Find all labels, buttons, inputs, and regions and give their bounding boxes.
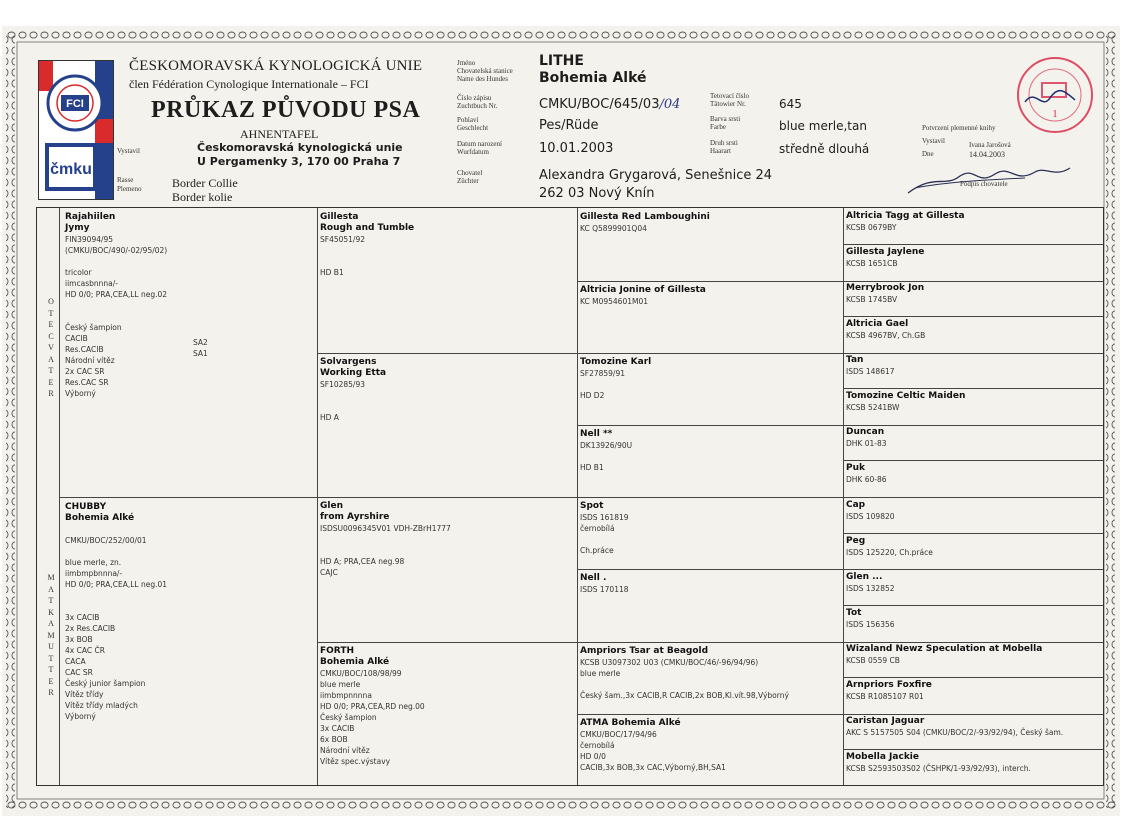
dog-name: Jymy — [65, 223, 90, 233]
dog-detail: KC M0954601M01 — [580, 297, 649, 306]
dog-detail: Vítěz třídy — [65, 690, 104, 699]
dog-detail — [320, 401, 572, 412]
grid-line — [843, 388, 1103, 389]
dog-detail — [580, 534, 838, 545]
dog-detail: HD 0/0 — [580, 752, 606, 761]
dog-detail: KCSB 0679BY — [846, 223, 897, 232]
reg-label: Číslo zápisu Zuchtbuch Nr. — [457, 94, 498, 110]
dog-detail: blue merle, zn. — [65, 558, 122, 567]
color-label: Barva srsti Farbe — [710, 115, 741, 131]
issued-by-label: Vystavil — [117, 147, 140, 155]
dog-detail — [580, 379, 838, 390]
breed-label-2: Plemeno — [117, 185, 142, 193]
dog-name: Rajahiilen — [65, 212, 116, 222]
grandparent-cell — [320, 501, 572, 578]
dog-detail: KCSB 0559 CB — [846, 656, 900, 665]
dog-name: Tan — [846, 355, 864, 365]
dog-name: Ampriors Tsar at Beagold — [580, 646, 709, 656]
dog-name: ATMA Bohemia Alké — [580, 718, 681, 728]
dog-detail: 6x BOB — [320, 735, 348, 744]
dog-detail: černobílá — [580, 524, 615, 533]
dog-detail — [65, 300, 310, 311]
dog-detail: Res.CACIB — [65, 345, 104, 354]
grandparent-cell — [320, 646, 572, 767]
dog-name: Tot — [846, 608, 862, 618]
side-letter: T — [48, 366, 54, 375]
dog-detail: FIN39094/95 — [65, 235, 114, 244]
dog-detail: Český šampion — [320, 713, 377, 722]
sex-value: Pes/Rüde — [539, 118, 599, 133]
breeder-line-2: 262 03 Nový Knín — [539, 186, 655, 201]
grid-line — [843, 316, 1103, 317]
dog-detail: Český šampion — [65, 323, 122, 332]
dog-detail: ISDS 170118 — [580, 585, 629, 594]
dog-detail: HD A; PRA,CEA neg.98 — [320, 557, 405, 566]
color-value: blue merle,tan — [779, 119, 867, 133]
dog-name: Glen — [320, 501, 343, 511]
dog-detail: CACIB — [65, 334, 88, 343]
dog-detail: CACA — [65, 657, 86, 666]
dog-name: Gillesta — [320, 212, 359, 222]
dog-detail: CAC SR — [65, 668, 93, 677]
great-grandparent-cell — [580, 212, 838, 234]
dog-detail: 2x Res.CACIB — [65, 624, 116, 633]
great-great-grandparent-cell — [846, 355, 1098, 377]
dog-name: Working Etta — [320, 368, 387, 378]
coat-value: středně dlouhá — [779, 142, 870, 156]
dog-detail: AKC S 5157505 S04 (CMKU/BOC/2/-93/92/94), Český šam. — [846, 728, 1064, 737]
dog-name: Merrybrook Jon — [846, 283, 925, 293]
dog-detail: iimcasbnnna/- — [65, 279, 118, 288]
breeder-label: Chovatel Züchter — [457, 169, 483, 185]
registrar-signature — [1020, 80, 1080, 120]
great-great-grandparent-cell — [846, 283, 1098, 305]
dog-detail: HD 0/0; PRA,CEA,LL neg.02 — [65, 290, 168, 299]
great-grandparent-cell — [580, 357, 838, 401]
dog-detail: SF10285/93 — [320, 380, 366, 389]
dog-name: Bohemia Alké — [320, 657, 390, 667]
dog-detail: blue merle — [580, 669, 621, 678]
side-letter: M — [47, 573, 55, 582]
dog-detail: HD B1 — [320, 268, 344, 277]
dog-detail: SF45051/92 — [320, 235, 366, 244]
side-letter: K — [48, 607, 54, 617]
dog-name: Nell . — [580, 573, 607, 583]
side-letter: T — [48, 596, 54, 605]
grid-line — [577, 714, 1103, 715]
dog-detail: KCSB S2593503S02 (ČSHPK/1-93/92/93), interch. — [846, 764, 1031, 773]
issuer-name: Českomoravská kynologická unie — [197, 141, 403, 154]
dog-detail: CACIB,3x BOB,3x CAC,Výborný,BH,SA1 — [580, 763, 726, 772]
side-letter: A — [48, 619, 54, 628]
dog-name: Spot — [580, 501, 604, 511]
grandparent-cell — [320, 212, 572, 278]
great-grandparent-cell — [580, 285, 838, 307]
dog-detail — [580, 679, 838, 690]
dam-cell — [65, 502, 310, 722]
dog-detail — [65, 524, 310, 535]
dog-name-2: Bohemia Alké — [539, 70, 647, 86]
great-great-grandparent-cell — [846, 608, 1098, 630]
great-great-grandparent-cell — [846, 211, 1098, 233]
dog-name: Altricia Gael — [846, 319, 909, 329]
great-grandparent-cell — [580, 573, 838, 595]
dog-detail — [65, 601, 310, 612]
dog-detail: CMKU/BOC/252/00/01 — [65, 536, 147, 545]
breed-label-1: Rasse — [117, 176, 134, 184]
dog-name: Glen ... — [846, 572, 883, 582]
grid-line — [577, 281, 1103, 282]
dog-name-label: Jméno Chovatelská stanice Name des Hundes — [457, 59, 513, 83]
dog-detail: iimbmpbnnna/- — [65, 569, 123, 578]
great-great-grandparent-cell — [846, 391, 1098, 413]
great-great-grandparent-cell — [846, 536, 1098, 558]
dog-detail: CAJC — [320, 568, 338, 577]
dog-name: Tomozine Celtic Maiden — [846, 391, 966, 401]
dog-detail: Český šam.,3x CACIB,R CACIB,2x BOB,Kl.vít.98,Výborný — [580, 691, 789, 700]
reg-number: CMKU/BOC/645/03/04 — [539, 97, 681, 112]
grid-line — [577, 425, 1103, 426]
dog-detail: Vítěz třídy mladých — [65, 701, 138, 710]
tattoo-label: Tetovací číslo Tätowier Nr. — [710, 92, 749, 108]
dog-detail: 3x CACIB — [320, 724, 355, 733]
grid-line — [843, 677, 1103, 678]
breeder-line-1: Alexandra Grygarová, Senešnice 24 — [539, 168, 773, 183]
dog-detail: ISDS 161819 — [580, 513, 629, 522]
breeder-signature — [905, 158, 1075, 198]
logo-cmku-text: čmku — [50, 161, 92, 178]
dog-detail: KCSB 4967BV, Ch.GB — [846, 331, 926, 340]
great-grandparent-cell — [580, 646, 838, 701]
show-title: SA2 — [193, 338, 208, 347]
dog-detail: HD 0/0; PRA,CEA,RD neg.00 — [320, 702, 425, 711]
breed-name-1: Border Collie — [172, 176, 238, 190]
show-title: SA1 — [193, 349, 208, 358]
studbook-confirm-title: Potvrzení plemenné knihy — [922, 124, 996, 132]
logo-fci-text: FCI — [66, 98, 84, 110]
grid-line — [317, 642, 1103, 643]
grid-line — [843, 605, 1103, 606]
dog-detail: černobílá — [580, 741, 615, 750]
dog-name: Puk — [846, 463, 865, 473]
dog-name: Mobella Jackie — [846, 752, 919, 762]
dog-name: Altricia Tagg at Gillesta — [846, 211, 965, 221]
dog-detail: HD B1 — [580, 463, 604, 472]
breeder-signature-label: Podpis chovatele — [960, 180, 1008, 188]
dog-detail — [320, 534, 572, 545]
side-letter: R — [48, 688, 54, 697]
great-great-grandparent-cell — [846, 752, 1098, 774]
great-great-grandparent-cell — [846, 572, 1098, 594]
grid-line — [843, 533, 1103, 534]
dog-detail: DHK 60-86 — [846, 475, 887, 484]
confirm-issued-value: Ivana Jarošová — [969, 141, 1011, 149]
mother-side-label — [46, 572, 56, 699]
dog-detail — [65, 256, 310, 267]
dog-detail: Výborný — [65, 712, 96, 721]
coat-label: Druh srsti Haarart — [710, 139, 738, 155]
dog-detail: Ch.práce — [580, 546, 614, 555]
dog-detail: KCSB R1085107 R01 — [846, 692, 924, 701]
dog-detail — [65, 590, 310, 601]
tattoo-value: 645 — [779, 97, 802, 111]
side-letter: E — [48, 377, 54, 387]
dog-detail: tricolor — [65, 268, 92, 277]
dog-name: Wizaland Newz Speculation at Mobella — [846, 644, 1043, 654]
father-side-label — [46, 296, 56, 400]
dog-detail: iimbmpnnnna — [320, 691, 372, 700]
grid-line — [843, 244, 1103, 245]
dog-name: Peg — [846, 536, 866, 546]
dog-detail: CMKU/BOC/108/98/99 — [320, 669, 402, 678]
dog-detail — [320, 390, 572, 401]
dob-value: 10.01.2003 — [539, 141, 614, 156]
great-great-grandparent-cell — [846, 427, 1098, 449]
dog-detail: KCSB 1745BV — [846, 295, 898, 304]
dog-name-1: LITHE — [539, 53, 584, 69]
dog-detail: 2x CAC SR — [65, 367, 105, 376]
side-letter: O — [48, 297, 54, 306]
dog-detail: KC Q5899901Q04 — [580, 224, 647, 233]
breed-name-2: Border kolie — [172, 190, 233, 204]
dog-detail: ISDS 125220, Ch.práce — [846, 548, 933, 557]
stamp-number: 1 — [1052, 108, 1058, 120]
dog-name: Nell ** — [580, 429, 613, 439]
grid-line — [577, 569, 1103, 570]
document-title: PRŮKAZ PŮVODU PSA — [151, 97, 421, 123]
great-great-grandparent-cell — [846, 463, 1098, 485]
grid-line — [843, 460, 1103, 461]
dog-detail: KCSB U3097302 U03 (CMKU/BOC/46/-96/94/96) — [580, 658, 759, 667]
sex-label: Pohlaví Geschlecht — [457, 116, 489, 132]
dog-name: Gillesta Jaylene — [846, 247, 925, 257]
side-letter: A — [48, 584, 54, 594]
side-letter: T — [48, 308, 54, 318]
dog-name: FORTH — [320, 646, 354, 656]
great-great-grandparent-cell — [846, 680, 1098, 702]
great-great-grandparent-cell — [846, 247, 1098, 269]
dog-name: from Ayrshire — [320, 512, 390, 522]
dog-name: Arnpriors Foxfire — [846, 680, 932, 690]
grandparent-cell — [320, 357, 572, 423]
dog-detail: SF27859/91 — [580, 369, 626, 378]
dog-detail: HD 0/0; PRA,CEA,LL neg.01 — [65, 580, 168, 589]
side-letter: R — [48, 389, 54, 398]
dog-detail: Vítěz spec.výstavy — [320, 757, 391, 766]
side-letter: V — [48, 343, 54, 352]
dog-detail — [580, 451, 838, 462]
dog-detail — [65, 546, 310, 557]
dog-detail: KCSB 1651CB — [846, 259, 898, 268]
dog-detail: ISDS 148617 — [846, 367, 895, 376]
fci-cmku-logo — [38, 60, 114, 200]
issuer-address: U Pergamenky 3, 170 00 Praha 7 — [197, 155, 401, 168]
great-great-grandparent-cell — [846, 319, 1098, 341]
dog-detail: (CMKU/BOC/490/-02/95/02) — [65, 246, 168, 255]
dog-detail: DHK 01-83 — [846, 439, 887, 448]
dog-detail — [65, 311, 310, 322]
dog-name: Gillesta Red Lamboughini — [580, 212, 710, 222]
dog-detail: Národní vítěz — [320, 746, 370, 755]
dog-detail — [320, 545, 572, 556]
dog-name: Bohemia Alké — [65, 513, 135, 523]
dob-label: Datum narození Wurfdatum — [457, 140, 502, 156]
dog-detail: Český junior šampion — [65, 679, 146, 688]
document-subtitle: AHNENTAFEL — [240, 127, 319, 141]
org-name: ČESKOMORAVSKÁ KYNOLOGICKÁ UNIE — [129, 58, 423, 74]
great-great-grandparent-cell — [846, 644, 1098, 666]
dog-detail: Res.CAC SR — [65, 378, 109, 387]
dog-name: Altricia Jonine of Gillesta — [580, 285, 706, 295]
dog-detail: ISDS 132852 — [846, 584, 895, 593]
dog-detail: Výborný — [65, 389, 96, 398]
dog-name: Solvargens — [320, 357, 377, 367]
dog-detail: blue merle — [320, 680, 361, 689]
dog-detail: 3x CACIB — [65, 613, 100, 622]
side-letter: E — [48, 676, 54, 686]
sire-cell — [65, 212, 310, 399]
fci-membership: člen Fédération Cynologique Internationale – FCI — [129, 77, 369, 91]
dog-detail — [320, 245, 572, 256]
side-letter: U — [48, 642, 54, 651]
confirm-date-label: Dne — [922, 150, 934, 158]
dog-detail: Národní vítěz — [65, 356, 115, 365]
dog-detail: 3x BOB — [65, 635, 93, 644]
dog-name: Caristan Jaguar — [846, 716, 925, 726]
dog-name: Rough and Tumble — [320, 223, 415, 233]
dog-detail: ISDSU0096345V01 VDH-ZBrH1777 — [320, 524, 451, 533]
great-great-grandparent-cell — [846, 500, 1098, 522]
side-letter: T — [48, 653, 54, 663]
great-grandparent-cell — [580, 718, 838, 773]
confirm-issued-label: Vystavil — [922, 137, 945, 145]
dog-detail: 4x CAC ČR — [65, 646, 105, 655]
dog-name: Tomozine Karl — [580, 357, 652, 367]
confirm-date-value: 14.04.2003 — [969, 150, 1005, 159]
dog-name: CHUBBY — [65, 502, 107, 512]
dog-detail: CMKU/BOC/17/94/96 — [580, 730, 657, 739]
grid-line — [317, 353, 1103, 354]
grid-line — [843, 749, 1103, 750]
side-letter: T — [48, 665, 54, 674]
dog-detail: HD D2 — [580, 391, 605, 400]
dog-detail: ISDS 109820 — [846, 512, 895, 521]
dog-name: Duncan — [846, 427, 885, 437]
side-letter: M — [47, 630, 55, 640]
side-letter: A — [48, 354, 54, 364]
great-grandparent-cell — [580, 429, 838, 473]
grid-line — [59, 497, 1103, 498]
dog-detail: ISDS 156356 — [846, 620, 895, 629]
dog-detail: KCSB 5241BW — [846, 403, 900, 412]
dog-detail — [320, 256, 572, 267]
dog-detail: HD A — [320, 413, 339, 422]
great-grandparent-cell — [580, 501, 838, 556]
side-letter: E — [48, 320, 54, 329]
dog-name: Cap — [846, 500, 866, 510]
side-letter: C — [48, 331, 54, 341]
great-great-grandparent-cell — [846, 716, 1098, 738]
dog-detail: DK13926/90U — [580, 441, 633, 450]
